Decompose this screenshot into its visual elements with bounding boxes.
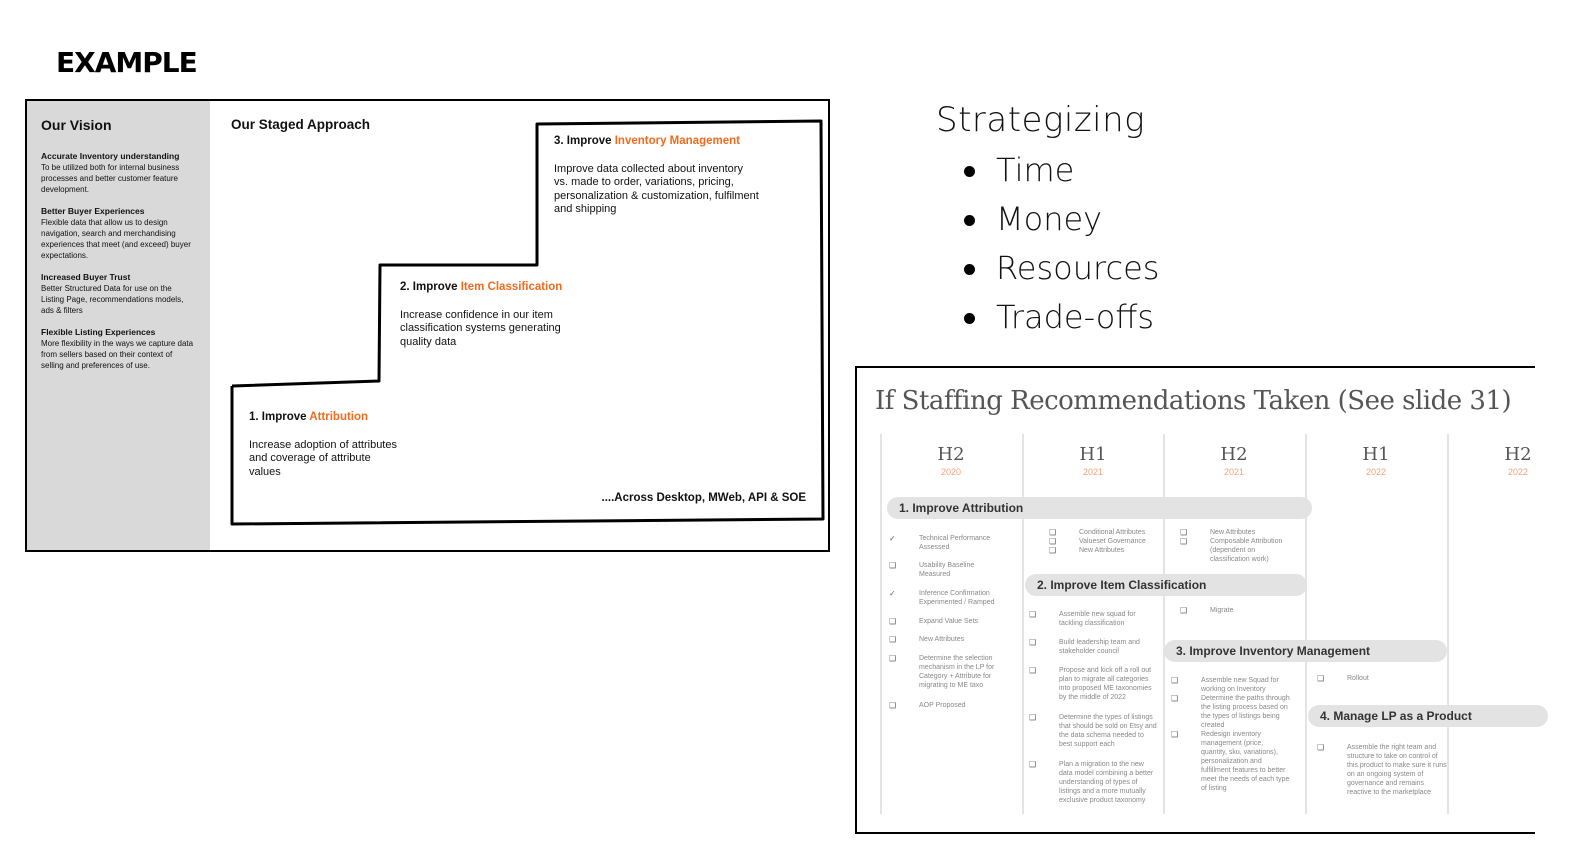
task-text: Migrate xyxy=(1210,607,1234,614)
bullet-icon xyxy=(964,264,975,275)
task-item xyxy=(1317,674,1437,683)
list-item xyxy=(964,195,1159,244)
period-label: H2 xyxy=(1504,444,1532,465)
checkbox-icon: ❑ xyxy=(1317,743,1325,752)
checkbox-icon: ❑ xyxy=(1049,537,1057,546)
task-item xyxy=(889,561,999,579)
list-item-label: Money xyxy=(996,200,1103,238)
task-item xyxy=(1180,537,1295,564)
step-prefix: 3. Improve xyxy=(554,135,615,147)
checkbox-icon: ❑ xyxy=(1171,676,1179,685)
task-text: Plan a migration to the new data model combining a better understanding of types of listings and a more mutually exclusive product taxonomy xyxy=(1059,761,1154,804)
vision-item-title: Flexible Listing Experiences xyxy=(41,327,156,337)
task-item xyxy=(1171,694,1291,730)
step-accent: Inventory Management xyxy=(614,135,740,147)
task-text: New Attributes xyxy=(1079,547,1125,554)
track-item-classification: 2. Improve Item Classification xyxy=(1025,574,1307,596)
task-text: Inference Confirmation Experimented / Ramped xyxy=(919,590,995,606)
staffing-slide xyxy=(855,366,1535,834)
task-text: New Attributes xyxy=(1210,529,1256,536)
bullet-icon xyxy=(964,166,975,177)
column-divider xyxy=(1163,434,1165,814)
strategizing-section xyxy=(936,100,1159,342)
staffing-title: If Staffing Recommendations Taken (See slide 31) xyxy=(875,386,1512,416)
task-text: Conditional Attributes xyxy=(1079,529,1146,536)
task-text: Redesign inventory management (price, quantity, sku, variations), personalization and fulfillment features to better meet the needs of each type of listing xyxy=(1201,731,1290,792)
checkbox-icon: ❑ xyxy=(1317,674,1325,683)
vision-item-text: Better Structured Data for use on the Listing Page, recommendations models, ads & filters xyxy=(41,284,184,315)
step-accent: Attribution xyxy=(309,411,369,423)
task-text: Technical Performance Assessed xyxy=(919,535,991,551)
task-item xyxy=(889,635,999,644)
step-text: Increase adoption of attributes and coverage of attribute values xyxy=(249,438,397,478)
list-item-label: Trade-offs xyxy=(996,298,1155,336)
checkbox-icon: ❑ xyxy=(1029,638,1037,647)
checkbox-icon: ❑ xyxy=(889,617,897,626)
checkbox-icon: ❑ xyxy=(1029,760,1037,769)
task-item xyxy=(1180,528,1295,537)
task-text: Build leadership team and stakeholder council xyxy=(1059,639,1140,655)
step-heading xyxy=(400,281,575,295)
check-icon: ✓ xyxy=(889,534,896,543)
checkbox-icon: ❑ xyxy=(1171,730,1179,739)
vision-item-text: More flexibility in the ways we capture data from sellers based on their context of selling and preferences of use. xyxy=(41,339,194,370)
task-text: Composable Attribution (dependent on classification work) xyxy=(1210,538,1283,563)
task-text: Determine the selection mechanism in the LP for Category + Attribute for migrating to ME taxo xyxy=(919,655,995,689)
task-item xyxy=(889,701,999,710)
task-text: Expand Value Sets xyxy=(919,618,979,625)
task-text: Assemble new squad for tackling classification xyxy=(1059,611,1136,627)
period-label: H2 xyxy=(1220,444,1248,465)
period-header xyxy=(881,444,1021,477)
bullet-icon xyxy=(964,313,975,324)
checkbox-icon: ❑ xyxy=(1029,666,1037,675)
step-text: Increase confidence in our item classification systems generating quality data xyxy=(400,308,561,348)
task-item xyxy=(889,589,1004,607)
vision-item-title: Accurate Inventory understanding xyxy=(41,151,180,161)
strategizing-title: Strategizing xyxy=(936,100,1146,140)
period-year: 2020 xyxy=(940,467,962,477)
checkbox-icon: ❑ xyxy=(1029,713,1037,722)
step-item-classification xyxy=(400,281,575,349)
task-item xyxy=(889,654,1004,690)
list-item-label: Time xyxy=(996,151,1075,189)
period-label: H1 xyxy=(1362,444,1390,465)
checkbox-icon: ❑ xyxy=(889,561,897,570)
period-year: 2021 xyxy=(1223,467,1245,477)
period-label: H1 xyxy=(1079,444,1107,465)
strategizing-list xyxy=(964,146,1159,342)
track-manage-lp: 4. Manage LP as a Product xyxy=(1308,705,1548,727)
task-item xyxy=(1171,730,1291,793)
task-text: New Attributes xyxy=(919,636,965,643)
checkbox-icon: ❑ xyxy=(1029,610,1037,619)
task-item xyxy=(1029,638,1159,656)
staged-approach-title: Our Staged Approach xyxy=(231,117,371,132)
step-attribution xyxy=(249,411,399,479)
checkbox-icon: ❑ xyxy=(1180,537,1188,546)
page-heading: EXAMPLE xyxy=(56,46,197,79)
checkbox-icon: ❑ xyxy=(1049,546,1057,555)
task-text: Assemble the right team and structure to take on control of this product to make sure it runs on an ongoing system of governance and remains reactive to the marketplace xyxy=(1347,744,1447,796)
task-item xyxy=(1180,606,1295,615)
task-item xyxy=(1171,676,1291,694)
vision-item-text: To be utilized both for internal business processes and better customer feature development. xyxy=(41,163,180,194)
task-text: Propose and kick off a roll out plan to migrate all categories into proposed ME taxonomies by the middle of 2022 xyxy=(1059,667,1152,701)
vision-title: Our Vision xyxy=(41,117,112,133)
task-item xyxy=(1317,743,1447,797)
period-label: H2 xyxy=(937,444,965,465)
task-text: Usability Baseline Measured xyxy=(919,562,975,578)
task-text: Assemble new Squad for working on Inventory xyxy=(1201,677,1279,693)
step-prefix: 2. Improve xyxy=(400,281,461,293)
vision-slide xyxy=(25,99,830,552)
list-item xyxy=(964,244,1159,293)
vision-item-text: Flexible data that allow us to design navigation, search and merchandising experiences that meet (and exceed) buyer expectations. xyxy=(41,218,191,260)
column-divider xyxy=(880,434,882,814)
task-item xyxy=(1049,546,1164,555)
list-item xyxy=(964,146,1159,195)
step-heading xyxy=(249,411,399,425)
column-divider xyxy=(1305,434,1307,814)
checkbox-icon: ❑ xyxy=(1180,606,1188,615)
checkbox-icon: ❑ xyxy=(889,701,897,710)
period-header xyxy=(1306,444,1446,477)
task-text: Rollout xyxy=(1347,675,1369,682)
check-icon: ✓ xyxy=(889,589,896,598)
step-heading xyxy=(554,135,759,149)
step-prefix: 1. Improve xyxy=(249,411,310,423)
task-item xyxy=(889,534,999,552)
checkbox-icon: ❑ xyxy=(889,635,897,644)
period-header xyxy=(1164,444,1304,477)
task-text: Determine the paths through the listing process based on the types of listings being created xyxy=(1201,695,1290,729)
column-divider xyxy=(1447,434,1449,814)
list-item xyxy=(964,293,1159,342)
step-accent: Item Classification xyxy=(460,281,563,293)
task-item xyxy=(1029,713,1159,749)
period-year: 2022 xyxy=(1507,467,1529,477)
task-item xyxy=(1049,537,1164,546)
task-item xyxy=(1029,610,1159,628)
checkbox-icon: ❑ xyxy=(1049,528,1057,537)
period-header xyxy=(1448,444,1588,477)
column-divider xyxy=(1022,434,1024,814)
across-platforms-note: ....Across Desktop, MWeb, API & SOE xyxy=(601,492,806,504)
checkbox-icon: ❑ xyxy=(1171,694,1179,703)
task-text: AOP Proposed xyxy=(919,702,966,709)
period-header xyxy=(1023,444,1163,477)
task-item xyxy=(1029,760,1159,805)
task-text: Determine the types of listings that should be sold on Etsy and the data schema needed to best support each xyxy=(1059,714,1157,748)
checkbox-icon: ❑ xyxy=(889,654,897,663)
bullet-icon xyxy=(964,215,975,226)
step-inventory-management xyxy=(554,135,759,217)
task-item xyxy=(1049,528,1164,537)
task-item xyxy=(889,617,999,626)
vision-item-title: Increased Buyer Trust xyxy=(41,272,131,282)
vision-item-title: Better Buyer Experiences xyxy=(41,206,145,216)
period-year: 2021 xyxy=(1082,467,1104,477)
task-item xyxy=(1029,666,1159,702)
list-item-label: Resources xyxy=(996,249,1160,287)
step-text: Improve data collected about inventory vs. made to order, variations, pricing, personalization & customization, fulfilment and shipping xyxy=(554,162,759,215)
task-text: Valueset Governance xyxy=(1079,538,1146,545)
period-year: 2022 xyxy=(1365,467,1387,477)
track-inventory-management: 3. Improve Inventory Management xyxy=(1164,640,1447,662)
track-attribution: 1. Improve Attribution xyxy=(887,497,1312,519)
checkbox-icon: ❑ xyxy=(1180,528,1188,537)
